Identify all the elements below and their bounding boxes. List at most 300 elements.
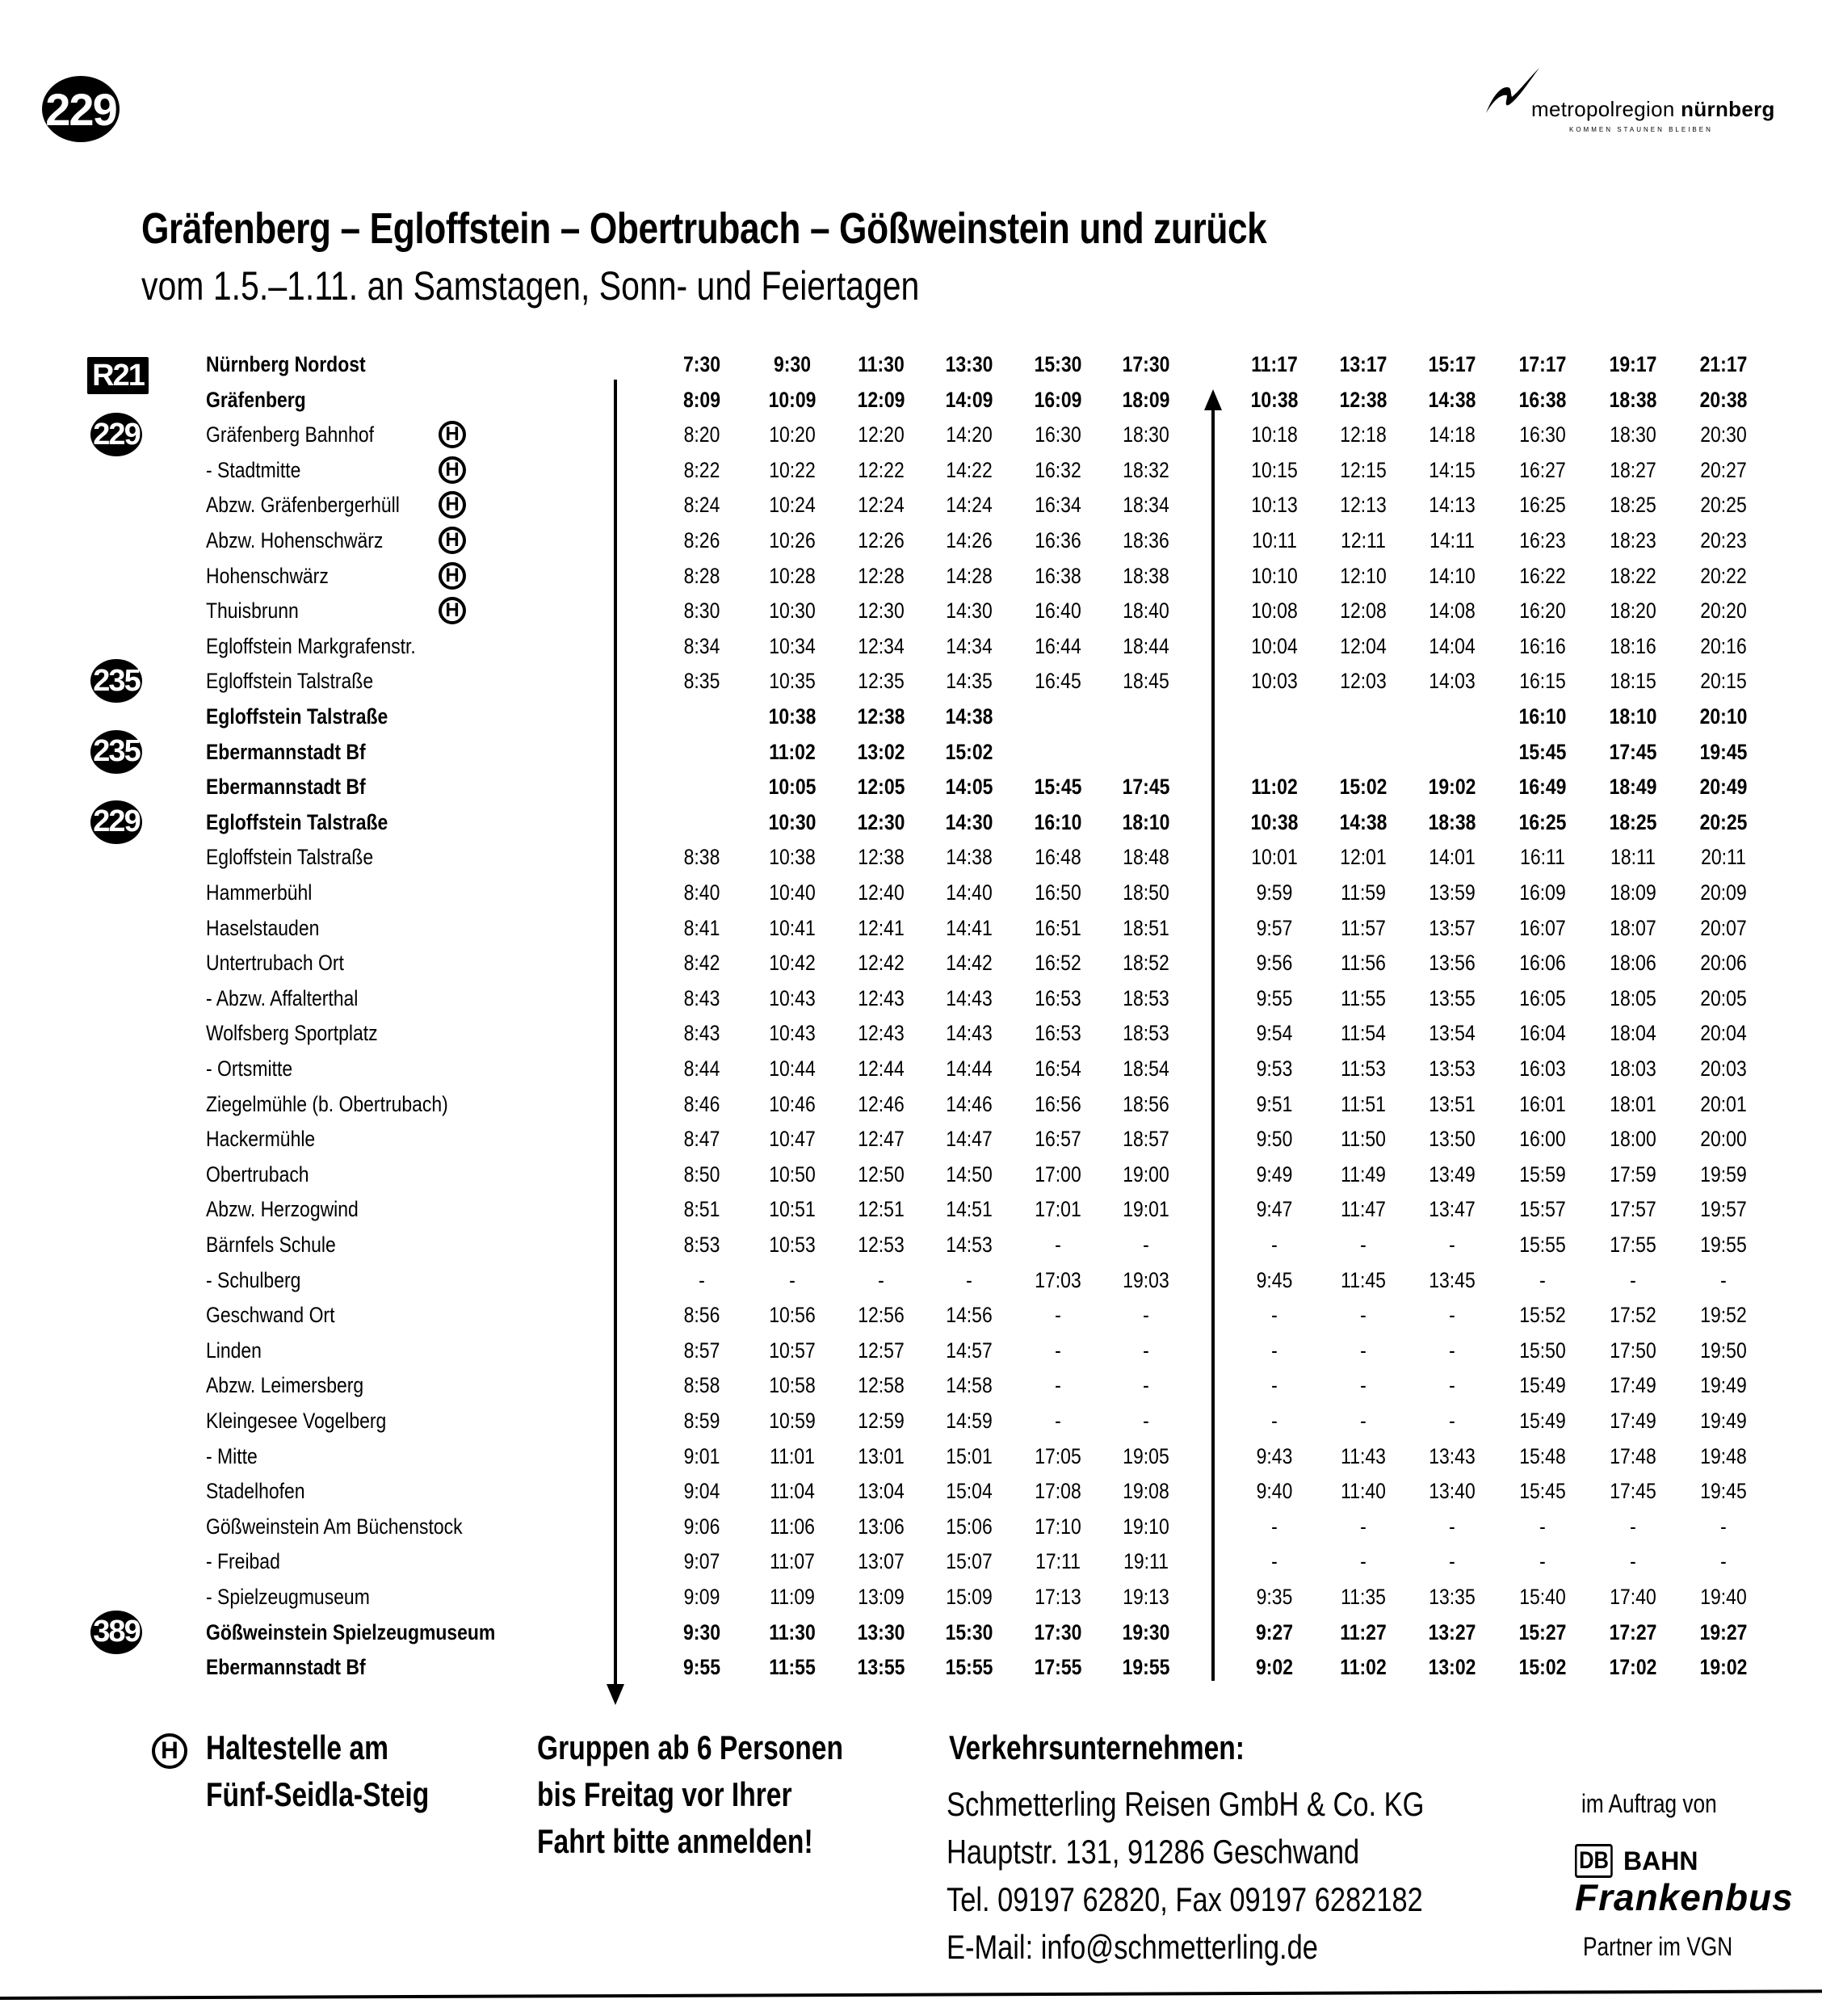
outbound-time: 10:43	[769, 985, 816, 1010]
return-time: 14:11	[1429, 528, 1475, 552]
groups-note-line-3: Fahrt bitte anmelden!	[537, 1822, 813, 1860]
outbound-time: 12:58	[858, 1373, 905, 1398]
return-time: 9:59	[1256, 880, 1293, 905]
outbound-time: 16:56	[1035, 1091, 1081, 1116]
outbound-time: 14:38	[946, 845, 993, 870]
outbound-time: 9:55	[683, 1655, 720, 1680]
bus-stop-h-icon: H	[439, 421, 466, 448]
return-time: 17:45	[1610, 1479, 1656, 1504]
outbound-time: 18:40	[1123, 598, 1169, 624]
outbound-time: 14:42	[946, 951, 993, 976]
outbound-time: 12:59	[858, 1409, 905, 1433]
stop-name: Geschwand Ort	[206, 1303, 335, 1328]
outbound-time: 8:44	[683, 1056, 720, 1081]
return-time: 10:13	[1251, 493, 1298, 518]
return-time: 17:02	[1609, 1655, 1657, 1680]
return-time: 13:45	[1429, 1267, 1476, 1292]
return-time: 10:01	[1251, 845, 1298, 870]
return-time: -	[1360, 1514, 1366, 1539]
outbound-time: 8:47	[683, 1127, 720, 1152]
return-time: 13:49	[1429, 1161, 1476, 1186]
bus-stop-h-icon: H	[152, 1733, 187, 1769]
outbound-time: 16:53	[1035, 1021, 1081, 1046]
outbound-time: 10:30	[769, 598, 816, 624]
return-time: 18:06	[1610, 951, 1656, 976]
outbound-time: 14:26	[946, 528, 993, 552]
stop-name: Egloffstein Talstraße	[206, 809, 388, 834]
outbound-time: 10:09	[768, 387, 817, 412]
return-time: 17:27	[1609, 1619, 1657, 1644]
return-time: 14:15	[1429, 457, 1476, 482]
outbound-time: 12:28	[858, 563, 905, 588]
outbound-time: 10:05	[768, 775, 817, 800]
outbound-time: 8:43	[683, 985, 720, 1010]
stop-name: Ebermannstadt Bf	[206, 775, 366, 800]
outbound-time: 18:32	[1123, 457, 1169, 482]
return-time: 9:50	[1256, 1127, 1293, 1152]
outbound-time: 18:44	[1123, 633, 1169, 658]
return-time: 11:02	[1251, 775, 1298, 800]
outbound-time: 10:24	[769, 493, 816, 518]
outbound-time: 14:30	[945, 809, 993, 834]
return-time: 13:35	[1429, 1585, 1476, 1609]
partner-label: Partner im VGN	[1583, 1932, 1733, 1961]
outbound-time: 18:57	[1123, 1127, 1169, 1152]
outbound-time: 14:05	[945, 775, 993, 800]
return-time: 15:45	[1518, 739, 1567, 764]
outbound-time: 14:40	[946, 880, 993, 905]
outbound-time: 10:42	[769, 951, 816, 976]
outbound-time: 13:01	[858, 1443, 905, 1468]
return-time: 19:59	[1700, 1161, 1747, 1186]
return-time: 13:02	[1428, 1655, 1476, 1680]
return-time: 15:52	[1519, 1303, 1566, 1328]
outbound-time: -	[1143, 1409, 1149, 1433]
return-time: 11:47	[1341, 1197, 1386, 1222]
return-time: 20:11	[1701, 845, 1746, 870]
return-time: 19:27	[1699, 1619, 1748, 1644]
stop-name: - Abzw. Affalterthal	[206, 985, 359, 1010]
return-time: 18:49	[1609, 775, 1657, 800]
outbound-time: 14:41	[946, 915, 993, 940]
outbound-time: 12:38	[857, 704, 905, 729]
return-time: 11:57	[1341, 915, 1386, 940]
return-time: -	[1539, 1549, 1546, 1574]
outbound-time: 18:30	[1123, 422, 1169, 447]
return-time: -	[1630, 1549, 1636, 1574]
return-time: 12:18	[1340, 422, 1387, 447]
outbound-time: 17:01	[1035, 1197, 1081, 1222]
outbound-time: 8:38	[683, 845, 720, 870]
return-time: 11:17	[1251, 352, 1298, 376]
return-time: 11:56	[1341, 951, 1386, 976]
outbound-time: 12:42	[858, 951, 905, 976]
return-time: 9:54	[1256, 1021, 1293, 1046]
outbound-time: 11:07	[770, 1549, 815, 1574]
outbound-time: 10:53	[769, 1233, 816, 1257]
outbound-time: 17:10	[1035, 1514, 1081, 1539]
outbound-time: 16:51	[1035, 915, 1081, 940]
outbound-time: -	[1143, 1373, 1149, 1398]
outbound-time: 16:44	[1035, 633, 1081, 658]
operator-email[interactable]: E-Mail: info@schmetterling.de	[947, 1928, 1318, 1966]
outbound-time: 7:30	[683, 352, 720, 376]
return-time: -	[1360, 1373, 1366, 1398]
outbound-time: 10:44	[769, 1056, 816, 1081]
stop-name: Abzw. Herzogwind	[206, 1197, 359, 1222]
return-time: 13:50	[1429, 1127, 1476, 1152]
outbound-time: 17:45	[1122, 775, 1170, 800]
outbound-time: 14:09	[945, 387, 993, 412]
outbound-time: 15:06	[946, 1514, 993, 1539]
return-time: 10:38	[1250, 809, 1299, 834]
outbound-time: 14:50	[946, 1161, 993, 1186]
db-bahn-label: BAHN	[1623, 1846, 1698, 1875]
outbound-time: 11:04	[770, 1479, 815, 1504]
outbound-time: 11:06	[770, 1514, 815, 1539]
return-time: 17:49	[1610, 1409, 1656, 1433]
outbound-time: 14:46	[946, 1091, 993, 1116]
return-time: 15:57	[1519, 1197, 1566, 1222]
outbound-time: 14:53	[946, 1233, 993, 1257]
return-time: -	[1449, 1338, 1455, 1363]
outbound-time: 18:52	[1123, 951, 1169, 976]
groups-note-line-1: Gruppen ab 6 Personen	[537, 1728, 844, 1766]
outbound-time: 16:45	[1035, 669, 1081, 694]
outbound-time: -	[1143, 1233, 1149, 1257]
outbound-time: 10:50	[769, 1161, 816, 1186]
return-time: 11:35	[1341, 1585, 1386, 1609]
outbound-time: 19:08	[1123, 1479, 1169, 1504]
stop-name: Abzw. Leimersberg	[206, 1373, 364, 1398]
outbound-time: 12:30	[857, 809, 905, 834]
stop-name: - Stadtmitte	[206, 457, 301, 482]
return-time: 18:00	[1610, 1127, 1656, 1152]
return-time: 10:08	[1251, 598, 1298, 624]
return-time: -	[1271, 1549, 1278, 1574]
outbound-time: 10:30	[768, 809, 817, 834]
return-time: 9:40	[1256, 1479, 1293, 1504]
return-time: 11:27	[1340, 1619, 1387, 1644]
outbound-time: -	[1143, 1338, 1149, 1363]
outbound-time: 16:48	[1035, 845, 1081, 870]
return-time: 20:15	[1700, 669, 1747, 694]
outbound-time: 8:51	[683, 1197, 720, 1222]
outbound-time: 17:11	[1035, 1549, 1081, 1574]
return-time: 15:55	[1519, 1233, 1566, 1257]
outbound-time: 12:43	[858, 1021, 905, 1046]
arrow-down-icon	[607, 1684, 624, 1705]
outbound-time: 12:34	[858, 633, 905, 658]
return-time: 11:59	[1341, 880, 1386, 905]
legend-line-2: Fünf-Seidla-Steig	[206, 1775, 430, 1813]
outbound-time: 16:52	[1035, 951, 1081, 976]
outbound-time: 11:02	[769, 739, 816, 764]
return-time: -	[1449, 1233, 1455, 1257]
stop-name: Abzw. Hohenschwärz	[206, 528, 384, 552]
outbound-time: 14:24	[946, 493, 993, 518]
outbound-time: 18:48	[1123, 845, 1169, 870]
return-time: 15:49	[1519, 1409, 1566, 1433]
return-time: 14:18	[1429, 422, 1476, 447]
outbound-time: 17:55	[1034, 1655, 1082, 1680]
return-time: 9:56	[1256, 951, 1293, 976]
return-time: 16:05	[1519, 985, 1566, 1010]
outbound-time: 14:59	[946, 1409, 993, 1433]
outbound-time: -	[1055, 1409, 1061, 1433]
outbound-time: 18:51	[1123, 915, 1169, 940]
outbound-time: -	[1055, 1373, 1061, 1398]
return-time: 17:40	[1610, 1585, 1656, 1609]
return-time: 19:02	[1428, 775, 1476, 800]
outbound-direction-line	[614, 380, 617, 1686]
return-time: 18:11	[1610, 845, 1656, 870]
outbound-time: 14:30	[946, 598, 993, 624]
outbound-time: 15:02	[945, 739, 993, 764]
outbound-time: 14:35	[946, 669, 993, 694]
return-time: 10:11	[1252, 528, 1297, 552]
stop-name: Stadelhofen	[206, 1479, 305, 1504]
return-time: 19:52	[1700, 1303, 1747, 1328]
outbound-time: 8:09	[683, 387, 720, 412]
outbound-time: 8:57	[683, 1338, 720, 1363]
stop-name: Untertrubach Ort	[206, 951, 344, 976]
arrow-up-icon	[1204, 389, 1222, 410]
outbound-time: 16:10	[1034, 809, 1082, 834]
outbound-time: 18:53	[1123, 1021, 1169, 1046]
return-time: 9:27	[1256, 1619, 1293, 1644]
outbound-time: 14:43	[946, 1021, 993, 1046]
return-time: 14:01	[1429, 845, 1476, 870]
outbound-time: 17:13	[1035, 1585, 1081, 1609]
outbound-time: 16:53	[1035, 985, 1081, 1010]
outbound-time: 9:30	[683, 1619, 720, 1644]
outbound-time: 12:47	[858, 1127, 905, 1152]
stop-name: Ebermannstadt Bf	[206, 1655, 366, 1680]
return-time: -	[1271, 1409, 1278, 1433]
return-time: 19:45	[1699, 739, 1748, 764]
return-time: 16:01	[1519, 1091, 1566, 1116]
outbound-time: 11:01	[770, 1443, 815, 1468]
outbound-time: 11:09	[770, 1585, 815, 1609]
return-time: -	[1360, 1549, 1366, 1574]
outbound-time: 12:22	[858, 457, 905, 482]
outbound-time: 14:43	[946, 985, 993, 1010]
return-time: 18:22	[1610, 563, 1656, 588]
return-time: -	[1271, 1233, 1278, 1257]
return-time: 15:50	[1519, 1338, 1566, 1363]
stop-name: Hammerbühl	[206, 880, 313, 905]
outbound-time: 8:56	[683, 1303, 720, 1328]
outbound-time: 8:34	[683, 633, 720, 658]
outbound-time: -	[1055, 1303, 1061, 1328]
outbound-time: 12:40	[858, 880, 905, 905]
outbound-time: 9:06	[683, 1514, 720, 1539]
outbound-time: 10:38	[769, 845, 816, 870]
return-time: -	[1539, 1267, 1546, 1292]
return-time: 9:55	[1256, 985, 1293, 1010]
return-time: 11:55	[1341, 985, 1386, 1010]
outbound-time: 12:24	[858, 493, 905, 518]
outbound-time: 8:59	[683, 1409, 720, 1433]
outbound-time: 10:20	[769, 422, 816, 447]
return-time: 18:07	[1610, 915, 1656, 940]
frankenbus-logo: Frankenbus	[1575, 1876, 1794, 1918]
outbound-time: 8:22	[683, 457, 720, 482]
return-time: 12:04	[1340, 633, 1387, 658]
logo-tagline: KOMMEN STAUNEN BLEIBEN	[1569, 126, 1713, 133]
outbound-time: 8:20	[683, 422, 720, 447]
outbound-time: 18:09	[1122, 387, 1170, 412]
return-time: 20:07	[1700, 915, 1747, 940]
return-time: 19:48	[1700, 1443, 1747, 1468]
route-badge-229: 229	[90, 413, 142, 456]
outbound-time: 16:40	[1035, 598, 1081, 624]
return-time: 16:04	[1519, 1021, 1566, 1046]
outbound-time: 18:50	[1123, 880, 1169, 905]
return-time: 9:43	[1256, 1443, 1293, 1468]
commission-label: im Auftrag von	[1581, 1789, 1717, 1818]
return-time: 12:11	[1341, 528, 1386, 552]
return-time: 18:05	[1610, 985, 1656, 1010]
return-time: 13:47	[1429, 1197, 1476, 1222]
stop-name: Ebermannstadt Bf	[206, 739, 366, 764]
return-time: 16:15	[1519, 669, 1566, 694]
outbound-time: 14:28	[946, 563, 993, 588]
return-time: 19:02	[1699, 1655, 1748, 1680]
outbound-time: 9:09	[683, 1585, 720, 1609]
return-time: 18:01	[1610, 1091, 1656, 1116]
bus-stop-h-icon: H	[439, 597, 466, 624]
return-time: 16:38	[1518, 387, 1567, 412]
outbound-time: 11:55	[769, 1655, 816, 1680]
return-time: -	[1630, 1514, 1636, 1539]
return-time: 14:38	[1339, 809, 1387, 834]
return-time: 18:10	[1609, 704, 1657, 729]
outbound-time: 17:03	[1035, 1267, 1081, 1292]
return-time: 20:05	[1700, 985, 1747, 1010]
outbound-time: 18:10	[1122, 809, 1170, 834]
return-time: 12:03	[1340, 669, 1387, 694]
outbound-time: 14:58	[946, 1373, 993, 1398]
return-time: 15:02	[1339, 775, 1387, 800]
return-time: 12:15	[1340, 457, 1387, 482]
return-time: -	[1360, 1409, 1366, 1433]
return-time: 17:45	[1609, 739, 1657, 764]
outbound-time: 8:40	[683, 880, 720, 905]
return-time: 14:03	[1429, 669, 1476, 694]
return-time: 20:25	[1700, 493, 1747, 518]
outbound-time: 11:30	[858, 352, 905, 376]
return-time: 16:49	[1518, 775, 1567, 800]
outbound-time: 18:56	[1123, 1091, 1169, 1116]
route-badge-229: 229	[90, 800, 142, 844]
outbound-time: 8:26	[683, 528, 720, 552]
return-time: 10:10	[1251, 563, 1298, 588]
return-time: 18:30	[1610, 422, 1656, 447]
stop-name: Gößweinstein Am Büchenstock	[206, 1514, 463, 1539]
return-time: -	[1449, 1303, 1455, 1328]
outbound-time: -	[1055, 1338, 1061, 1363]
outbound-time: 18:38	[1123, 563, 1169, 588]
outbound-time: -	[1143, 1303, 1149, 1328]
outbound-time: -	[789, 1267, 796, 1292]
outbound-time: 15:55	[945, 1655, 993, 1680]
outbound-time: 12:05	[857, 775, 905, 800]
return-time: -	[1360, 1338, 1366, 1363]
return-time: 19:50	[1700, 1338, 1747, 1363]
outbound-time: 10:58	[769, 1373, 816, 1398]
return-time: 17:17	[1518, 352, 1567, 376]
outbound-time: 8:58	[683, 1373, 720, 1398]
outbound-time: 10:35	[769, 669, 816, 694]
outbound-time: 19:00	[1123, 1161, 1169, 1186]
groups-note-line-2: bis Freitag vor Ihrer	[537, 1775, 792, 1813]
outbound-time: -	[966, 1267, 972, 1292]
return-time: 12:01	[1340, 845, 1387, 870]
outbound-time: 16:30	[1035, 422, 1081, 447]
return-time: 11:40	[1341, 1479, 1386, 1504]
return-time: 17:57	[1610, 1197, 1656, 1222]
return-time: 12:10	[1340, 563, 1387, 588]
outbound-time: 10:26	[769, 528, 816, 552]
return-time: 18:25	[1609, 809, 1657, 834]
outbound-time: 8:53	[683, 1233, 720, 1257]
return-time: 18:27	[1610, 457, 1656, 482]
operator-address: Hauptstr. 131, 91286 Geschwand	[947, 1833, 1360, 1871]
outbound-time: 12:43	[858, 985, 905, 1010]
outbound-time: 12:41	[858, 915, 905, 940]
outbound-time: 18:36	[1123, 528, 1169, 552]
outbound-time: 12:51	[858, 1197, 905, 1222]
outbound-time: 15:45	[1034, 775, 1082, 800]
return-time: 14:04	[1429, 633, 1476, 658]
return-time: -	[1449, 1514, 1455, 1539]
return-time: 11:54	[1341, 1021, 1386, 1046]
return-time: 16:25	[1519, 493, 1566, 518]
stop-name: Egloffstein Markgrafenstr.	[206, 633, 416, 658]
outbound-time: 8:42	[683, 951, 720, 976]
return-time: 16:30	[1519, 422, 1566, 447]
stop-name: Hohenschwärz	[206, 563, 329, 588]
return-time: 9:49	[1256, 1161, 1293, 1186]
return-time: 15:48	[1519, 1443, 1566, 1468]
return-time: 16:10	[1518, 704, 1567, 729]
outbound-time: 12:53	[858, 1233, 905, 1257]
return-time: 21:17	[1699, 352, 1748, 376]
outbound-time: 8:28	[683, 563, 720, 588]
outbound-time: 12:09	[857, 387, 905, 412]
return-time: 20:01	[1700, 1091, 1747, 1116]
return-time: -	[1449, 1373, 1455, 1398]
return-time: 14:08	[1429, 598, 1476, 624]
outbound-time: 9:01	[683, 1443, 720, 1468]
outbound-time: 17:00	[1035, 1161, 1081, 1186]
return-time: 16:25	[1518, 809, 1567, 834]
outbound-time: 19:03	[1123, 1267, 1169, 1292]
return-time: 16:20	[1519, 598, 1566, 624]
return-time: 14:13	[1429, 493, 1476, 518]
return-time: -	[1539, 1514, 1546, 1539]
return-time: 16:27	[1519, 457, 1566, 482]
return-time: 18:03	[1610, 1056, 1656, 1081]
return-time: 12:38	[1339, 387, 1387, 412]
return-direction-line	[1211, 408, 1215, 1681]
return-time: -	[1449, 1549, 1455, 1574]
return-time: 11:43	[1341, 1443, 1386, 1468]
stop-name: Ziegelmühle (b. Obertrubach)	[206, 1091, 448, 1116]
return-time: 20:25	[1699, 809, 1748, 834]
